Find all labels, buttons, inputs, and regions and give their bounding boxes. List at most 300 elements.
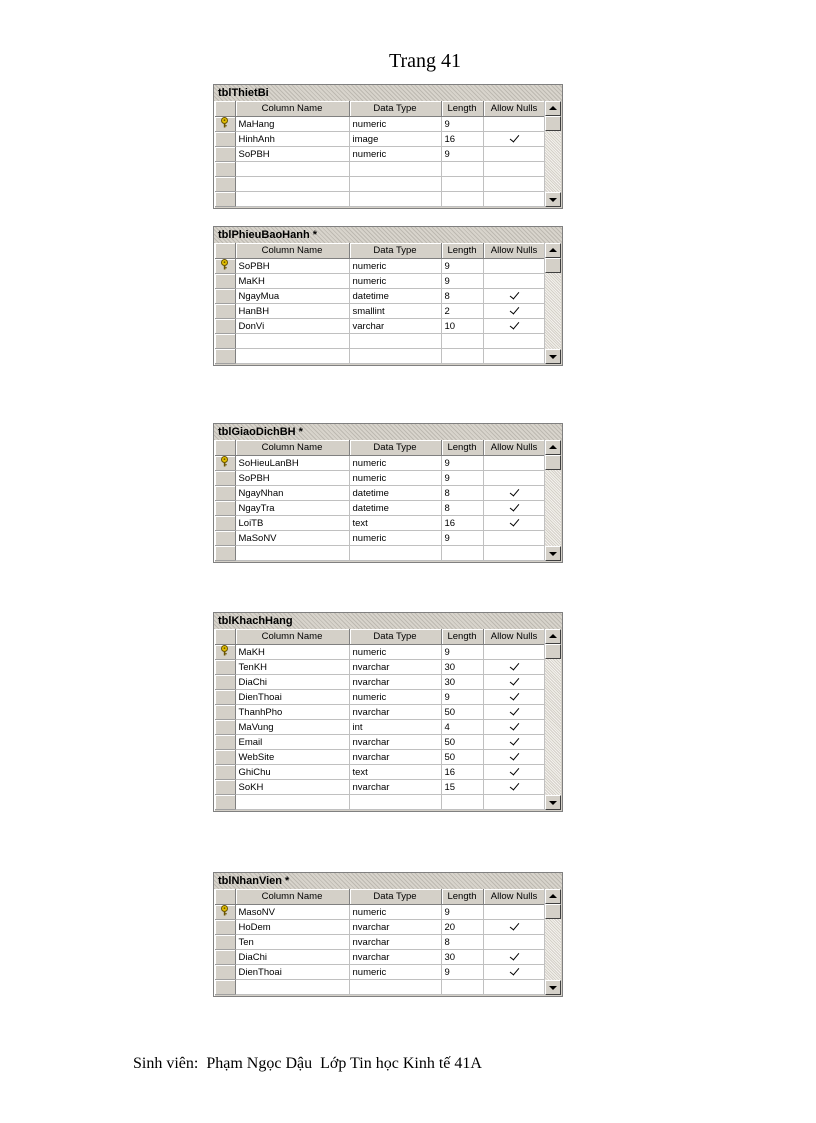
allow-nulls-cell[interactable]: [483, 304, 545, 319]
length-cell[interactable]: 8: [441, 486, 483, 501]
column-row[interactable]: [215, 117, 545, 132]
data-type-cell[interactable]: text: [349, 516, 441, 531]
allow-nulls-cell[interactable]: [483, 531, 545, 546]
allow-nulls-cell[interactable]: [483, 690, 545, 705]
column-name-cell[interactable]: DiaChi: [235, 675, 349, 690]
data-type-header[interactable]: Data Type: [349, 889, 441, 905]
length-cell[interactable]: 9: [441, 531, 483, 546]
column-row[interactable]: [215, 319, 545, 334]
scroll-down-button[interactable]: [545, 795, 561, 810]
row-selector-header[interactable]: [215, 101, 235, 117]
row-selector[interactable]: [215, 319, 235, 334]
allow-nulls-cell[interactable]: [483, 501, 545, 516]
column-row[interactable]: [215, 720, 545, 735]
column-name-cell[interactable]: Ten: [235, 935, 349, 950]
length-header[interactable]: Length: [441, 440, 483, 456]
row-selector[interactable]: [215, 192, 235, 207]
data-type-cell[interactable]: image: [349, 132, 441, 147]
column-row[interactable]: [215, 920, 545, 935]
allow-nulls-cell[interactable]: [483, 117, 545, 132]
empty-cell[interactable]: [441, 795, 483, 810]
column-row[interactable]: [215, 147, 545, 162]
scroll-down-button[interactable]: [545, 980, 561, 995]
empty-row[interactable]: [215, 546, 545, 561]
arrow-up-icon: [549, 106, 557, 110]
length-cell[interactable]: 9: [441, 905, 483, 920]
row-selector[interactable]: [215, 705, 235, 720]
empty-cell[interactable]: [235, 546, 349, 561]
column-row[interactable]: [215, 289, 545, 304]
data-type-cell[interactable]: numeric: [349, 690, 441, 705]
row-selector[interactable]: [215, 132, 235, 147]
data-type-cell[interactable]: numeric: [349, 531, 441, 546]
empty-cell[interactable]: [483, 177, 545, 192]
empty-row[interactable]: [215, 192, 545, 207]
allow-nulls-cell[interactable]: [483, 471, 545, 486]
row-selector[interactable]: [215, 531, 235, 546]
empty-cell[interactable]: [483, 192, 545, 207]
allow-nulls-cell[interactable]: [483, 765, 545, 780]
row-selector[interactable]: [215, 980, 235, 995]
length-cell[interactable]: 9: [441, 147, 483, 162]
length-header[interactable]: Length: [441, 889, 483, 905]
length-cell[interactable]: 50: [441, 705, 483, 720]
row-selector[interactable]: [215, 486, 235, 501]
allow-nulls-cell[interactable]: [483, 259, 545, 274]
empty-cell[interactable]: [483, 334, 545, 349]
column-name-cell[interactable]: NgayNhan: [235, 486, 349, 501]
row-selector[interactable]: [215, 660, 235, 675]
empty-cell[interactable]: [349, 546, 441, 561]
length-cell[interactable]: 10: [441, 319, 483, 334]
arrow-up-icon: [549, 894, 557, 898]
row-selector[interactable]: [215, 147, 235, 162]
data-type-cell[interactable]: numeric: [349, 645, 441, 660]
empty-cell[interactable]: [483, 795, 545, 810]
allow-nulls-cell[interactable]: [483, 132, 545, 147]
length-cell[interactable]: 50: [441, 735, 483, 750]
column-grid: [215, 440, 561, 561]
column-row[interactable]: [215, 259, 545, 274]
arrow-down-icon: [549, 552, 557, 556]
column-name-cell[interactable]: MaVung: [235, 720, 349, 735]
data-type-cell[interactable]: nvarchar: [349, 920, 441, 935]
row-selector[interactable]: [215, 516, 235, 531]
column-grid: [215, 243, 561, 364]
column-row[interactable]: [215, 735, 545, 750]
row-selector[interactable]: [215, 349, 235, 364]
row-selector[interactable]: [215, 780, 235, 795]
column-name-cell[interactable]: DonVi: [235, 319, 349, 334]
allow-nulls-cell[interactable]: [483, 274, 545, 289]
length-header[interactable]: Length: [441, 243, 483, 259]
column-name-header[interactable]: Column Name: [235, 101, 349, 117]
column-name-cell[interactable]: MaKH: [235, 274, 349, 289]
data-type-cell[interactable]: nvarchar: [349, 660, 441, 675]
column-name-cell[interactable]: NgayTra: [235, 501, 349, 516]
length-cell[interactable]: 9: [441, 456, 483, 471]
allow-nulls-cell[interactable]: [483, 147, 545, 162]
column-row[interactable]: [215, 905, 545, 920]
row-selector[interactable]: [215, 950, 235, 965]
column-name-cell[interactable]: MasoNV: [235, 905, 349, 920]
scroll-thumb[interactable]: [545, 455, 561, 470]
allow-nulls-cell[interactable]: [483, 750, 545, 765]
data-type-cell[interactable]: nvarchar: [349, 735, 441, 750]
scroll-down-button[interactable]: [545, 192, 561, 207]
allow-nulls-header[interactable]: Allow Nulls: [483, 889, 545, 905]
empty-cell[interactable]: [483, 980, 545, 995]
table-designer: [213, 84, 563, 209]
allow-nulls-header[interactable]: Allow Nulls: [483, 440, 545, 456]
check-icon: [509, 319, 519, 329]
arrow-up-icon: [549, 634, 557, 638]
scroll-down-button[interactable]: [545, 546, 561, 561]
length-cell[interactable]: 30: [441, 675, 483, 690]
empty-cell[interactable]: [235, 334, 349, 349]
row-selector[interactable]: [215, 750, 235, 765]
allow-nulls-cell[interactable]: [483, 645, 545, 660]
row-selector-header[interactable]: [215, 629, 235, 645]
column-grid: [215, 629, 561, 810]
row-selector[interactable]: [215, 456, 235, 471]
column-row[interactable]: [215, 501, 545, 516]
column-name-cell[interactable]: SoPBH: [235, 471, 349, 486]
data-type-cell[interactable]: varchar: [349, 319, 441, 334]
check-icon: [509, 750, 519, 760]
column-row[interactable]: [215, 132, 545, 147]
data-type-cell[interactable]: numeric: [349, 905, 441, 920]
columns-table: [215, 629, 546, 810]
column-name-cell[interactable]: HinhAnh: [235, 132, 349, 147]
scroll-up-button[interactable]: [545, 101, 561, 116]
column-row[interactable]: [215, 690, 545, 705]
length-cell[interactable]: 9: [441, 965, 483, 980]
allow-nulls-cell[interactable]: [483, 319, 545, 334]
length-cell[interactable]: 9: [441, 117, 483, 132]
row-selector[interactable]: [215, 690, 235, 705]
scroll-up-button[interactable]: [545, 629, 561, 644]
empty-cell[interactable]: [235, 795, 349, 810]
allow-nulls-cell[interactable]: [483, 720, 545, 735]
empty-cell[interactable]: [483, 349, 545, 364]
empty-row[interactable]: [215, 162, 545, 177]
empty-row[interactable]: [215, 334, 545, 349]
scroll-thumb[interactable]: [545, 116, 561, 131]
column-name-cell[interactable]: SoPBH: [235, 147, 349, 162]
column-name-header[interactable]: Column Name: [235, 629, 349, 645]
check-icon: [509, 735, 519, 745]
data-type-header[interactable]: Data Type: [349, 101, 441, 117]
length-cell[interactable]: 9: [441, 645, 483, 660]
check-icon: [509, 289, 519, 299]
data-type-cell[interactable]: nvarchar: [349, 780, 441, 795]
column-row[interactable]: [215, 645, 545, 660]
check-icon: [509, 720, 519, 730]
row-selector[interactable]: [215, 501, 235, 516]
row-selector[interactable]: [215, 645, 235, 660]
row-selector[interactable]: [215, 720, 235, 735]
row-selector[interactable]: [215, 795, 235, 810]
check-icon: [509, 705, 519, 715]
check-icon: [509, 304, 519, 314]
length-cell[interactable]: 9: [441, 690, 483, 705]
row-selector[interactable]: [215, 735, 235, 750]
column-grid: [215, 889, 561, 995]
row-selector[interactable]: [215, 765, 235, 780]
empty-cell[interactable]: [235, 192, 349, 207]
data-type-cell[interactable]: datetime: [349, 486, 441, 501]
column-name-cell[interactable]: MaKH: [235, 645, 349, 660]
row-selector[interactable]: [215, 162, 235, 177]
length-cell[interactable]: 8: [441, 501, 483, 516]
length-cell[interactable]: 16: [441, 516, 483, 531]
vertical-scrollbar[interactable]: [544, 629, 561, 810]
column-name-cell[interactable]: NgayMua: [235, 289, 349, 304]
column-name-cell[interactable]: Email: [235, 735, 349, 750]
empty-cell[interactable]: [349, 177, 441, 192]
allow-nulls-cell[interactable]: [483, 950, 545, 965]
vertical-scrollbar[interactable]: [544, 101, 561, 207]
length-cell[interactable]: 15: [441, 780, 483, 795]
empty-row[interactable]: [215, 795, 545, 810]
allow-nulls-header[interactable]: Allow Nulls: [483, 629, 545, 645]
column-row[interactable]: [215, 471, 545, 486]
column-row[interactable]: [215, 765, 545, 780]
check-icon: [509, 780, 519, 790]
data-type-cell[interactable]: smallint: [349, 304, 441, 319]
row-selector[interactable]: [215, 546, 235, 561]
column-row[interactable]: [215, 965, 545, 980]
data-type-cell[interactable]: int: [349, 720, 441, 735]
row-selector[interactable]: [215, 304, 235, 319]
column-row[interactable]: [215, 486, 545, 501]
row-selector[interactable]: [215, 920, 235, 935]
empty-cell[interactable]: [441, 980, 483, 995]
length-cell[interactable]: 16: [441, 765, 483, 780]
check-icon: [509, 516, 519, 526]
empty-cell[interactable]: [235, 177, 349, 192]
scroll-thumb[interactable]: [545, 258, 561, 273]
vertical-scrollbar[interactable]: [544, 440, 561, 561]
row-selector[interactable]: [215, 471, 235, 486]
column-row[interactable]: [215, 705, 545, 720]
column-name-cell[interactable]: SoHieuLanBH: [235, 456, 349, 471]
row-selector[interactable]: [215, 905, 235, 920]
length-cell[interactable]: 9: [441, 259, 483, 274]
allow-nulls-cell[interactable]: [483, 920, 545, 935]
data-type-cell[interactable]: datetime: [349, 289, 441, 304]
length-cell[interactable]: 9: [441, 274, 483, 289]
data-type-cell[interactable]: nvarchar: [349, 705, 441, 720]
check-icon: [509, 132, 519, 142]
data-type-header[interactable]: Data Type: [349, 629, 441, 645]
row-selector-header[interactable]: [215, 889, 235, 905]
row-selector[interactable]: [215, 177, 235, 192]
length-header[interactable]: Length: [441, 101, 483, 117]
column-name-cell[interactable]: TenKH: [235, 660, 349, 675]
row-selector[interactable]: [215, 289, 235, 304]
column-name-cell[interactable]: DiaChi: [235, 950, 349, 965]
column-row[interactable]: [215, 456, 545, 471]
data-type-cell[interactable]: nvarchar: [349, 950, 441, 965]
length-cell[interactable]: 30: [441, 950, 483, 965]
empty-row[interactable]: [215, 177, 545, 192]
empty-cell[interactable]: [349, 162, 441, 177]
vertical-scrollbar[interactable]: [544, 889, 561, 995]
scroll-up-button[interactable]: [545, 440, 561, 455]
column-row[interactable]: [215, 304, 545, 319]
data-type-cell[interactable]: datetime: [349, 501, 441, 516]
column-name-header[interactable]: Column Name: [235, 440, 349, 456]
column-name-header[interactable]: Column Name: [235, 889, 349, 905]
empty-row[interactable]: [215, 980, 545, 995]
empty-cell[interactable]: [235, 349, 349, 364]
empty-cell[interactable]: [441, 334, 483, 349]
column-name-cell[interactable]: DienThoai: [235, 690, 349, 705]
data-type-header[interactable]: Data Type: [349, 243, 441, 259]
empty-cell[interactable]: [441, 546, 483, 561]
column-name-header[interactable]: Column Name: [235, 243, 349, 259]
empty-cell[interactable]: [441, 162, 483, 177]
length-cell[interactable]: 50: [441, 750, 483, 765]
row-selector[interactable]: [215, 274, 235, 289]
column-row[interactable]: [215, 516, 545, 531]
allow-nulls-cell[interactable]: [483, 905, 545, 920]
column-row[interactable]: [215, 750, 545, 765]
length-header[interactable]: Length: [441, 629, 483, 645]
column-name-cell[interactable]: HanBH: [235, 304, 349, 319]
empty-cell[interactable]: [483, 162, 545, 177]
allow-nulls-cell[interactable]: [483, 456, 545, 471]
data-type-cell[interactable]: numeric: [349, 456, 441, 471]
row-selector[interactable]: [215, 965, 235, 980]
row-selector[interactable]: [215, 117, 235, 132]
page-footer: [133, 1055, 486, 1073]
column-name-cell[interactable]: GhiChu: [235, 765, 349, 780]
empty-cell[interactable]: [349, 349, 441, 364]
column-name-cell[interactable]: SoPBH: [235, 259, 349, 274]
allow-nulls-header[interactable]: Allow Nulls: [483, 101, 545, 117]
primary-key-icon: [220, 259, 229, 273]
empty-cell[interactable]: [349, 980, 441, 995]
data-type-cell[interactable]: nvarchar: [349, 935, 441, 950]
empty-cell[interactable]: [441, 177, 483, 192]
row-selector[interactable]: [215, 935, 235, 950]
column-row[interactable]: [215, 531, 545, 546]
empty-cell[interactable]: [441, 349, 483, 364]
row-selector[interactable]: [215, 259, 235, 274]
allow-nulls-cell[interactable]: [483, 935, 545, 950]
table-name: tblKhachHang: [214, 613, 562, 629]
data-type-cell[interactable]: numeric: [349, 117, 441, 132]
row-selector-header[interactable]: [215, 440, 235, 456]
empty-cell[interactable]: [349, 334, 441, 349]
check-icon: [509, 660, 519, 670]
allow-nulls-cell[interactable]: [483, 705, 545, 720]
data-type-cell[interactable]: numeric: [349, 965, 441, 980]
allow-nulls-cell[interactable]: [483, 675, 545, 690]
column-row[interactable]: [215, 675, 545, 690]
check-icon: [509, 690, 519, 700]
column-row[interactable]: [215, 950, 545, 965]
empty-cell[interactable]: [349, 795, 441, 810]
column-name-cell[interactable]: HoDem: [235, 920, 349, 935]
row-selector-header[interactable]: [215, 243, 235, 259]
length-cell[interactable]: 4: [441, 720, 483, 735]
arrow-down-icon: [549, 198, 557, 202]
allow-nulls-cell[interactable]: [483, 660, 545, 675]
empty-cell[interactable]: [441, 192, 483, 207]
data-type-cell[interactable]: numeric: [349, 259, 441, 274]
data-type-cell[interactable]: nvarchar: [349, 675, 441, 690]
column-name-cell[interactable]: WebSite: [235, 750, 349, 765]
data-type-cell[interactable]: numeric: [349, 471, 441, 486]
empty-cell[interactable]: [349, 192, 441, 207]
allow-nulls-cell[interactable]: [483, 780, 545, 795]
column-name-cell[interactable]: ThanhPho: [235, 705, 349, 720]
row-selector[interactable]: [215, 675, 235, 690]
length-cell[interactable]: 30: [441, 660, 483, 675]
row-selector[interactable]: [215, 334, 235, 349]
allow-nulls-cell[interactable]: [483, 735, 545, 750]
scroll-thumb[interactable]: [545, 644, 561, 659]
data-type-cell[interactable]: numeric: [349, 274, 441, 289]
allow-nulls-cell[interactable]: [483, 289, 545, 304]
column-name-cell[interactable]: LoiTB: [235, 516, 349, 531]
column-row[interactable]: [215, 935, 545, 950]
data-type-cell[interactable]: numeric: [349, 147, 441, 162]
column-name-cell[interactable]: SoKH: [235, 780, 349, 795]
scroll-up-button[interactable]: [545, 889, 561, 904]
allow-nulls-cell[interactable]: [483, 486, 545, 501]
vertical-scrollbar[interactable]: [544, 243, 561, 364]
length-cell[interactable]: 8: [441, 935, 483, 950]
arrow-down-icon: [549, 355, 557, 359]
column-name-cell[interactable]: MaHang: [235, 117, 349, 132]
allow-nulls-cell[interactable]: [483, 516, 545, 531]
table-name: tblThietBi: [214, 85, 562, 101]
length-cell[interactable]: 9: [441, 471, 483, 486]
column-grid: [215, 101, 561, 207]
empty-row[interactable]: [215, 349, 545, 364]
column-name-cell[interactable]: MaSoNV: [235, 531, 349, 546]
columns-table: [215, 889, 546, 995]
length-cell[interactable]: 16: [441, 132, 483, 147]
empty-cell[interactable]: [235, 980, 349, 995]
table-designer: [213, 872, 563, 997]
column-name-cell[interactable]: DienThoai: [235, 965, 349, 980]
page-title: Trang 41: [388, 50, 462, 72]
table-designer: [213, 423, 563, 563]
column-row[interactable]: [215, 274, 545, 289]
column-row[interactable]: [215, 660, 545, 675]
empty-cell[interactable]: [235, 162, 349, 177]
scroll-thumb[interactable]: [545, 904, 561, 919]
length-cell[interactable]: 20: [441, 920, 483, 935]
data-type-cell[interactable]: text: [349, 765, 441, 780]
scroll-down-button[interactable]: [545, 349, 561, 364]
allow-nulls-header[interactable]: Allow Nulls: [483, 243, 545, 259]
length-cell[interactable]: 2: [441, 304, 483, 319]
scroll-up-button[interactable]: [545, 243, 561, 258]
column-row[interactable]: [215, 780, 545, 795]
data-type-header[interactable]: Data Type: [349, 440, 441, 456]
data-type-cell[interactable]: nvarchar: [349, 750, 441, 765]
allow-nulls-cell[interactable]: [483, 965, 545, 980]
length-cell[interactable]: 8: [441, 289, 483, 304]
empty-cell[interactable]: [483, 546, 545, 561]
